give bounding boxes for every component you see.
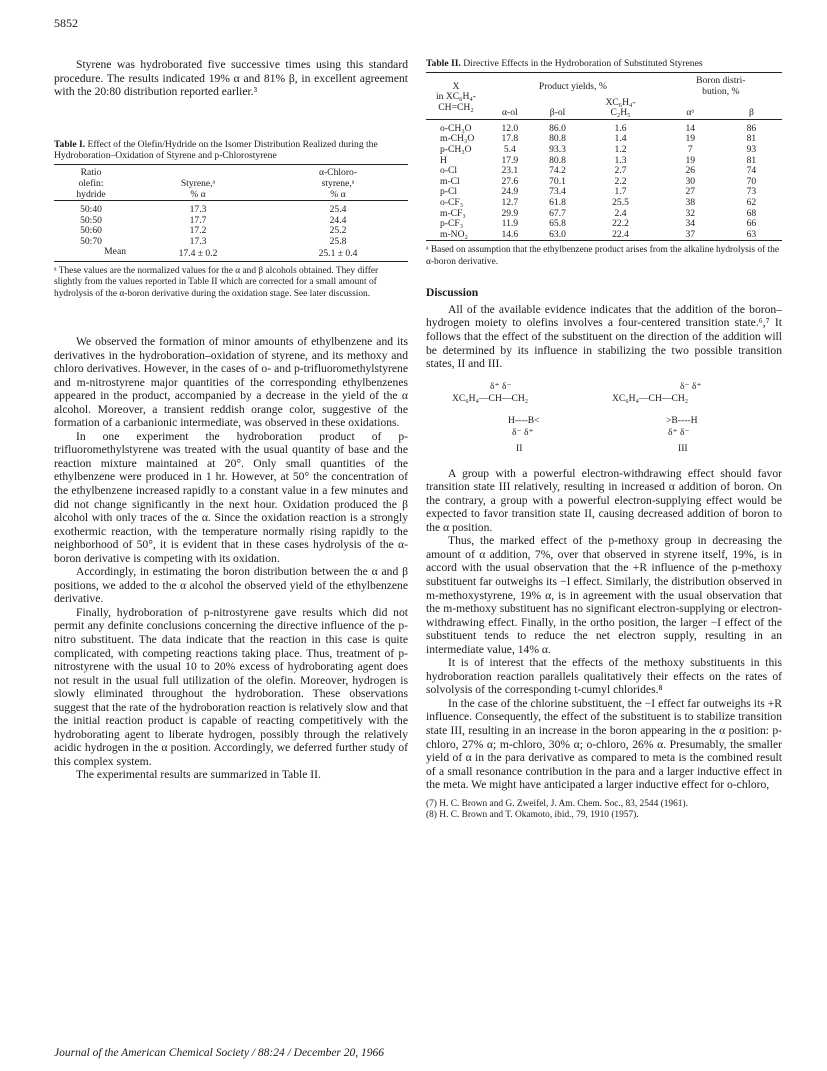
structure-ii-bottom: H----B< [508,414,540,426]
table2-cell: 30 [685,175,696,187]
table2-cell: 38 [685,196,696,208]
table2-cell: 73.4 [549,186,566,198]
paragraph: Thus, the marked effect of the p-methoxy group in decreasing the amount of α addition, 7%, over that observed in styrene itself, 19%, is in accord with the usual observation that the +R influence of the p-methoxy substituent far outweighs its −I effect. Similarly, the distribution observed in m-methoxystyrene, 19% α, is in agreement with the usual observation that the m-methoxy substituent has no significant electron-supplying or electron-withdrawing effect. Finally, in the ortho position, the larger −I effect of the substituent tends to reduce the net electron supply, resulting in an intermediate value, 14% α. [426,534,782,656]
table2-cell: 74 [746,165,757,177]
table1-header-ratio-1: Ratio [80,167,102,179]
table2-cell: 26 [685,165,696,177]
table2-cell: 1.6 [614,122,627,134]
table2-cell: p-CH₃O [440,143,472,155]
table2-footnote: ᵃ Based on assumption that the ethylbenzene product arises from the alkaline hydrolysis of the α-boron derivative. [426,245,779,267]
paragraph: We observed the formation of minor amounts of ethylbenzene and its derivatives in the hydroboration–oxidation of styrene, and its methoxy and chloro derivatives. However, in the cases of o- and p-trifluoromethylstyrene and m-nitrostyrene major quantities of the corresponding ethylbenzenes appeared in the product, accompanied by a decrease in the yield of the α alcohol. Moreover, a transient reddish orange color, suggestive of the formation of a carbanionic intermediate, was observed in these oxidations. [54,334,408,430]
table2-cell: m-Cl [440,175,460,187]
table1-cell: 17.4 ± 0.2 [178,247,218,259]
table1-caption-label: Table I. [54,138,86,150]
table2-cell: H [440,154,447,166]
table2-cell: 27 [685,186,696,198]
table2-cell: 81 [746,154,757,166]
structure-ii-charges-top: δ⁺ δ⁻ [490,380,512,392]
left-body-text [54,335,408,782]
discussion-heading: Discussion [426,285,479,299]
table2-header-yields: Product yields, % [538,80,607,92]
table2-cell: 19 [685,154,696,166]
paragraph: The experimental results are summarized in Table II. [76,768,321,782]
table2-cell: m-NO₂ [440,228,468,240]
table1-caption [54,139,408,162]
table2-header-boron-1: Boron distri- [696,75,746,87]
table-row [426,230,782,241]
table2-cell: 70.1 [549,175,566,187]
table2-cell: o-CH₃O [440,122,472,134]
table2-header-x-2: in XC₆H₄- [435,91,476,103]
references [426,799,782,821]
paragraph: In the case of the chlorine substituent, the −I effect far outweighs its +R influence. Consequently, the effect of the substituent is to stabilize transition state III, resulting in an increase in the boron appearing in the α position: p-chloro, 27% α; m-chloro, 30% α; o-chloro, 26% α. Presumably, the smaller yield of α in the para derivative as compared to meta is the combined result of a small resonance contribution in the para and a larger inductive effect in the meta. We might have anticipated a larger inductive effect for o-chloro, [426,696,782,792]
structure-iii-charges-bottom: δ⁺ δ⁻ [668,426,690,438]
table2-cell: 2.4 [614,207,627,219]
table1-header-ratio-2: olefin: [78,177,104,189]
table1-mean-label: Mean [104,246,126,258]
table2-cell: 93 [746,143,757,155]
table1-header-chloro-1: α-Chloro- [318,167,358,179]
page-number: 5852 [54,16,78,30]
table2-cell: o-CF₃ [440,196,464,208]
table1-cell: 17.3 [189,235,207,247]
table2-header-boron-2: bution, % [702,86,740,97]
table-row-mean [54,247,408,261]
table-row [54,216,408,227]
table1-cell: 17.3 [189,204,207,216]
table2 [426,72,782,244]
table2-cell: 80.8 [549,154,566,166]
table1-cell: 25.2 [329,225,347,237]
journal-footer: Journal of the American Chemical Society / 88:24 / December 20, 1966 [54,1047,385,1059]
table2-cell: 11.9 [501,218,519,230]
table2-cell: 61.8 [549,196,566,208]
structure-ii-label: II [516,442,523,454]
table2-body [426,119,782,241]
table2-header-ethyl-2: C₂H₅ [610,107,631,119]
table2-cell: 5.4 [503,143,516,155]
structure-ii-top: XC₆H₄—CH—CH₂ [452,392,529,404]
table2-cell: 63 [746,228,757,240]
table1-cell: 25.1 ± 0.4 [318,247,358,259]
table2-cell: 2.7 [614,165,627,177]
table2-cell: 66 [746,218,757,230]
table2-cell: 22.2 [612,218,629,230]
intro-paragraph: Styrene was hydroborated five successive times using this standard procedure. The results indicated 19% α and 81% β, in excellent agreement with the 20:80 distribution reported earlier.³ [54,58,408,98]
table2-cell: m-CF₃ [440,207,466,219]
table2-header-alpha: αᵃ [686,107,695,119]
table2-header-x-3: CH=CH₂ [438,101,474,113]
right-body-text [426,303,782,371]
table2-cell: 14 [685,122,696,134]
table-row [426,187,782,198]
table-row [426,198,782,209]
table2-cell: 12.7 [501,196,519,208]
table2-caption-text: Directive Effects in the Hydroboration of Substituted Styrenes [463,58,703,69]
table-row [54,226,408,237]
table1-cell: 50:60 [80,225,102,237]
table1-cell: 17.7 [189,214,207,226]
table2-caption [426,58,782,69]
table2-cell: 93.3 [549,143,566,155]
table-row [426,177,782,188]
table2-cell: 74.2 [549,165,566,177]
table2-header-x-1: X [452,80,460,92]
paragraph: In one experiment the hydroboration product of p-trifluoromethylstyrene was treated with the usual quantity of base and the reaction mixture maintained at 20°. Only small quantities of the ethylbenzene were produced in 1 hr. However, at 50° the concentration of the ethylbenzene increased rapidly to a constant value in a few minutes and did not change significantly in the next hour. Oxidation produced the β alcohol with only traces of the α. Since the oxidation reaction is a strongly exothermic reaction, with the temperature normally rising rapidly to the neighborhood of 50°, it is evident that in these cases hydrolysis of the α-boron derivative is competing with its oxidation. [54,429,408,565]
reference-7: (7) H. C. Brown and G. Zweifel, J. Am. Chem. Soc., 83, 2544 (1961). [426,798,688,809]
table2-cell: 68 [746,207,757,219]
table2-cell: 24.9 [501,186,519,198]
table1-header-chloro-3: % α [330,188,346,200]
table2-cell: 19 [685,133,696,145]
table2-cell: 32 [685,207,696,219]
structure-iii-bottom: >B----H [666,414,698,426]
table2-cell: 23.1 [501,165,519,177]
table2-cell: m-CH₃O [440,133,475,145]
table-row [426,166,782,177]
table1-header-chloro-2: styrene,ᵃ [321,177,355,189]
table2-cell: 29.9 [501,207,519,219]
table1-header-ratio-3: hydride [76,188,106,200]
table2-cell: 67.7 [549,207,566,219]
table2-header-beta: β [748,107,754,119]
paragraph: All of the available evidence indicates that the addition of the boron–hydrogen moiety to olefins involves a four-centered transition state.⁶,⁷ It follows that the effect of the substituent on the direction of the addition will be determined by its influence in stabilizing the two possible transition states, II and III. [426,302,782,371]
paragraph: Finally, hydroboration of p-nitrostyrene gave results which did not permit any definite conclusions concerning the directive influence of the p-nitro substituent. The data indicate that the reaction in this case is quite complicated, with competing reactions taking place. Thus, treatment of p-nitrostyrene with the usual 10 to 20% excess of hydroborating agent does not result in the usual full utilization of the olefin. Moreover, hydrogen is slowly eliminated throughout the hydroboration. These observations suggest that the rate of the hydroboration reaction is relatively slow and that the initial reaction product is capable of reacting competitively with the hydroborating agent to liberate hydrogen, possibly through the relatively acidic hydrogen in the α position. Accordingly, we deferred further study of this complex system. [54,605,408,768]
reference-8: (8) H. C. Brown and T. Okamoto, ibid., 79, 1910 (1957). [426,809,639,820]
table2-cell: 73 [746,186,757,198]
table1-footnote: ᵃ These values are the normalized values for the α and β alcohols obtained. They differ slightly from the values reported in Table II which are corrected for a small amount of hydrolysis of the α-boron derivative during the oxidation stage. See later discussion. [54,266,379,299]
table1-caption-text: Effect of the Olefin/Hydride on the Isomer Distribution Realized during the Hydroboration–Oxidation of Styrene and p-Chlorostyrene [54,138,378,161]
table2-header-a-ol: α-ol [502,107,518,119]
structure-ii-charges-bottom: δ⁻ δ⁺ [512,426,534,438]
left-column [54,58,408,782]
table2-cell: 22.4 [612,228,629,240]
table1-cell: 25.4 [329,204,347,216]
table2-cell: 37 [685,228,696,240]
table2-cell: 81 [746,133,757,145]
table2-cell: 17.9 [501,154,519,166]
table-row [426,209,782,220]
table2-cell: 27.6 [501,175,519,187]
table2-header-b-ol: β-ol [549,107,566,119]
transition-state-structures [426,371,782,483]
table1-header-styrene-2: % α [190,188,206,200]
table2-cell: 1.3 [614,154,627,166]
structure-iii-label: III [678,442,688,454]
paragraph: Accordingly, in estimating the boron distribution between the α and β positions, we added to the α alcohol the observed yield of the ethylbenzene derivative. [54,565,408,606]
table2-header-ethyl-1: XC₆H₄- [605,96,636,108]
table1-cell: 50:50 [80,214,102,226]
table1-cell: 17.2 [189,225,207,237]
table-row [426,156,782,167]
table2-cell: 7 [687,143,693,155]
table-row [426,119,782,134]
table2-cell: 17.8 [501,133,519,145]
table2-cell: 34 [685,218,696,230]
table2-cell: 62 [746,196,757,208]
paragraph: It is of interest that the effects of the methoxy substituents in this hydroboration reaction parallels qualitatively their effects on the rates of solvolysis of the corresponding t-cumyl chlorides.⁸ [426,656,782,697]
table2-caption-label: Table II. [426,58,461,69]
table2-cell: 1.2 [614,143,627,155]
table2-cell: 14.6 [501,228,519,240]
right-body-text-2 [426,467,782,792]
table2-cell: 65.8 [549,218,566,230]
table2-cell: 2.2 [614,175,627,187]
table2-cell: 86 [746,122,757,134]
table2-cell: 80.8 [549,133,566,145]
table1-cell: 50:70 [80,235,102,247]
table-row [54,201,408,216]
table-row [426,145,782,156]
table2-cell: o-Cl [440,165,458,177]
structure-iii-top: XC₆H₄—CH—CH₂ [612,392,689,404]
structure-iii-charges-top: δ⁻ δ⁺ [680,380,702,392]
table2-cell: 1.7 [614,186,627,198]
table1 [54,164,408,265]
table2-cell: 63.0 [549,228,566,240]
right-column [426,58,782,821]
table1-cell: 24.4 [329,214,347,226]
table1-header-styrene-1: Styrene,ᵃ [180,177,216,189]
table2-cell: 1.4 [614,133,627,145]
table1-cell: 25.8 [329,235,347,247]
table2-cell: p-Cl [440,186,458,198]
table2-cell: 86.0 [549,122,566,134]
table-row [426,134,782,145]
paragraph: A group with a powerful electron-withdrawing effect should favor transition state III relatively, resulting in increased α addition of boron. On the contrary, a group with a powerful electron-supplying effect would be expected to favor transition state II, causing decreased addition of boron to the α position. [426,466,782,534]
table2-cell: p-CF₃ [440,218,464,230]
table2-cell: 25.5 [612,196,629,208]
table1-cell: 50:40 [80,204,102,216]
table2-cell: 70 [746,175,757,187]
table2-cell: 12.0 [501,122,519,134]
table-row [426,219,782,230]
